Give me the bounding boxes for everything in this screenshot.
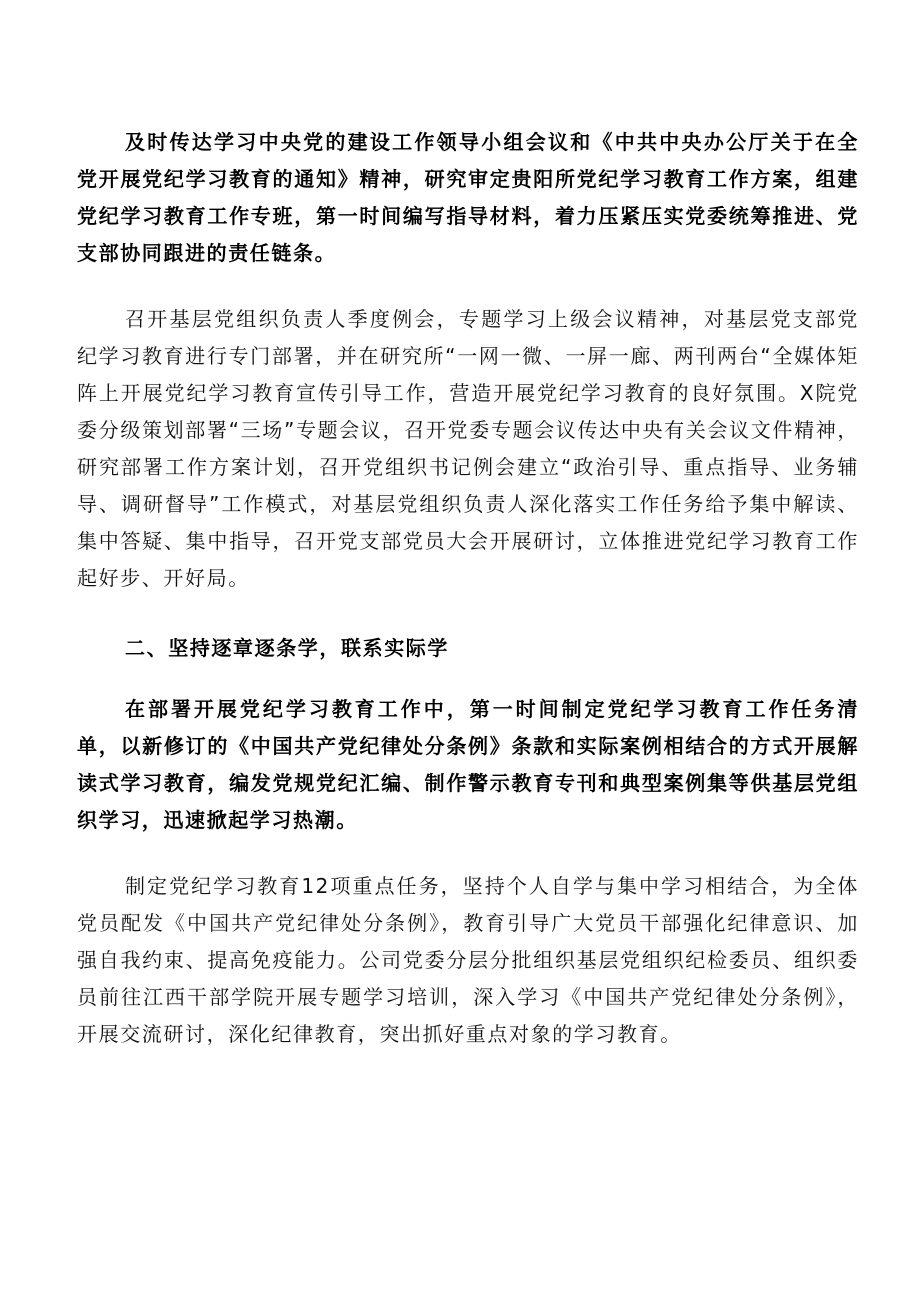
paragraph-task-list: 在部署开展党纪学习教育工作中，第一时间制定党纪学习教育工作任务清单，以新修订的《中国共产党纪律处分条例》条款和实际案例相结合的方式开展解读式学习教育，编发党规党纪汇编、制作警示教育专刊和典型案例集等供基层党组织学习，迅速掀起学习热潮。: [77, 697, 859, 832]
document-body: [77, 124, 859, 1053]
paragraph-transmit-spirit: 及时传达学习中央党的建设工作领导小组会议和《中共中央办公厅关于在全党开展党纪学习教育的通知》精神，研究审定贵阳所党纪学习教育工作方案，组建党纪学习教育工作专班，第一时间编写指导材料，着力压紧压实党委统筹推进、党支部协同跟进的责任链条。: [77, 130, 859, 265]
section-heading: 二、坚持逐章逐条学，联系实际学: [125, 636, 449, 660]
paragraph-quarterly-meeting: 召开基层党组织负责人季度例会，专题学习上级会议精神，对基层党支部党纪学习教育进行专门部署，并在研究所“一网一微、一屏一廊、两刊两台“全媒体矩阵上开展党纪学习教育宣传引导工作，营造开展党纪学习教育的良好氛围。X院党委分级策划部署“三场”专题会议，召开党委专题会议传达中央有关会议文件精神，研究部署工作方案计划，召开党组织书记例会建立“政治引导、重点指导、业务辅导、调研督导”工作模式，对基层党组织负责人深化落实工作任务给予集中解读、集中答疑、集中指导，召开党支部党员大会开展研讨，立体推进党纪学习教育工作起好步、开好局。: [77, 307, 859, 590]
paragraph-key-tasks: 制定党纪学习教育12项重点任务，坚持个人自学与集中学习相结合，为全体党员配发《中国共产党纪律处分条例》，教育引导广大党员干部强化纪律意识、加强自我约束、提高免疫能力。公司党委分层分批组织基层党组织纪检委员、组织委员前往江西干部学院开展专题学习培训，深入学习《中国共产党纪律处分条例》，开展交流研讨，深化纪律教育，突出抓好重点对象的学习教育。: [77, 874, 859, 1046]
